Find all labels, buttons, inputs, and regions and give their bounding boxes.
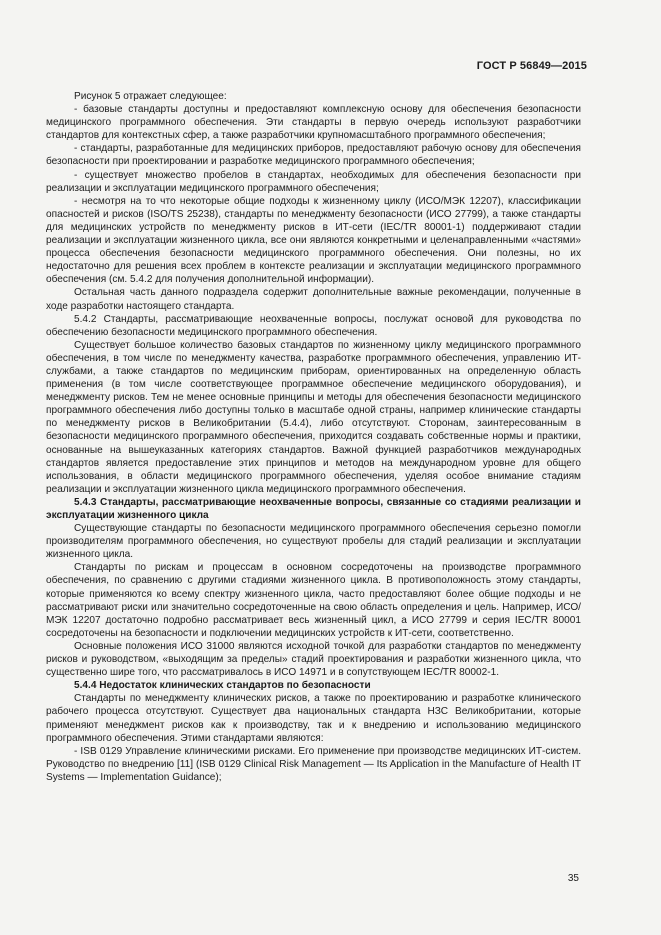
list-item: - базовые стандарты доступны и предоставляют комплексную основу для обеспечения безопасности медицинского программного обеспечения. Эти стандарты в первую очередь используют разработчики стандартов для контекстных сфер, а также разработчики крупномасштабного программного обеспечения; bbox=[46, 104, 581, 142]
paragraph: Основные положения ИСО 31000 являются исходной точкой для разработки стандартов по менеджменту рисков и руководством, «выходящим за пределы» стадий проектирования и разработки жизненного цикла, что существенно шире того, что рассматривалось в ИСО 14971 и в сопутствующем IEC/TR 80002-1. bbox=[46, 640, 581, 679]
list-item: - несмотря на то что некоторые общие подходы к жизненному циклу (ИСО/МЭК 12207), классификации опасностей и рисков (ISO/TS 25238), стандарты по менеджменту безопасности (ИСО 27799), а также стандарты для медицинских устройств по менеджменту рисков в ИТ-сети (IEC/TR 80001-1) поддерживают стадии реализации и эксплуатации жизненного цикла, все они являются конкретными и целенаправленными «частями» процесса обеспечения безопасности медицинского программного обеспечения. Они полезны, но их недостаточно для решения всех проблем в контексте реализации и эксплуатации медицинского программного обеспечения (см. 5.4.2 для получения дополнительной информации). bbox=[46, 195, 581, 286]
page-body bbox=[46, 90, 581, 784]
page-number: 35 bbox=[567, 873, 579, 884]
list-item: - стандарты, разработанные для медицинских приборов, предоставляют рабочую основу для обеспечения безопасности при проектировании и разработке медицинского программного обеспечения; bbox=[46, 143, 581, 168]
paragraph-intro: Рисунок 5 отражает следующее: bbox=[74, 91, 227, 102]
paragraph: Стандарты по менеджменту клинических рисков, а также по проектированию и разработке клинического рабочего процесса отсутствуют. Существует два национальных стандарта НЗС Великобритании, которые применяют менеджмент рисков как к производству, так и к внедрению и использованию медицинского программного обеспечения. Этими стандартами являются: bbox=[46, 693, 581, 744]
list-item: - ISB 0129 Управление клиническими рисками. Его применение при производстве медицинских ИТ-систем. Руководство по внедрению [11] (ISB 0129 Clinical Risk Management — Its Application in the Manufacture of Health IT Systems — Implementation Guidance); bbox=[46, 745, 581, 783]
section-heading-5-4-3: 5.4.3 Стандарты, рассматривающие неохваченные вопросы, связанные со стадиями реализации и эксплуатации жизненного цикла bbox=[46, 496, 581, 521]
paragraph: Остальная часть данного подраздела содержит дополнительные важные рекомендации, полученные в ходе разработки настоящего стандарта. bbox=[46, 287, 581, 312]
paragraph: Существует большое количество базовых стандартов по жизненному циклу медицинского программного обеспечения, в том числе по менеджменту качества, разработке программного обеспечения, управлению ИТ-службами, а также стандартов по медицинским приборам, ориентированных на определенную область применения (в том числе соответствующее программное обеспечение медицинского оборудования), и менеджменту рисков. Тем не менее основные принципы и методы для обеспечения безопасности медицинского программного обеспечения либо доступны только в масштабе одной страны, например клинические стандарты по менеджменту рисков в Великобритании (5.4.4), либо отсутствуют. Сторонам, заинтересованным в безопасности медицинского программного обеспечения, приходится создавать собственные нормы и практики, основанные на вышеуказанных категориях стандартов. Важной функцией разработчиков международных стандартов является предоставление этих принципов и методов на международном уровне для общего использования, в области медицинского программного обеспечения, уделяя особое внимание стадиям реализации и эксплуатации жизненного цикла медицинского программного обеспечения. bbox=[46, 339, 581, 495]
paragraph: Стандарты по рискам и процессам в основном сосредоточены на производстве программного обеспечения, по сравнению с другими стадиями жизненного цикла. В противоположность этому стандарты, которые применяются ко всему спектру жизненного цикла, часто предоставляют более общие подходы и не рассматривают риски или значительно сосредоточенные на свою область определения и цель. Например, ИСО/МЭК 12207 достаточно подробно рассматривает весь жизненный цикл, а ИСО 27799 и серия IEC/TR 80001 сосредоточены на безопасности и подключении медицинских устройств к ИТ-сети, соответственно. bbox=[46, 562, 581, 639]
clause-5-4-2: 5.4.2 Стандарты, рассматривающие неохваченные вопросы, послужат основой для руководства по обеспечению безопасности медицинского программного обеспечения. bbox=[46, 313, 581, 338]
document-code: ГОСТ Р 56849—2015 bbox=[476, 60, 587, 72]
list-item: - существует множество пробелов в стандартах, необходимых для обеспечения безопасности при реализации и эксплуатации медицинского программного обеспечения; bbox=[46, 169, 581, 194]
paragraph: Существующие стандарты по безопасности медицинского программного обеспечения серьезно помогли производителям программного обеспечения, но существуют пробелы для стадий реализации и эксплуатации жизненного цикла. bbox=[46, 523, 581, 561]
section-heading-5-4-4: 5.4.4 Недостаток клинических стандартов по безопасности bbox=[74, 680, 371, 692]
